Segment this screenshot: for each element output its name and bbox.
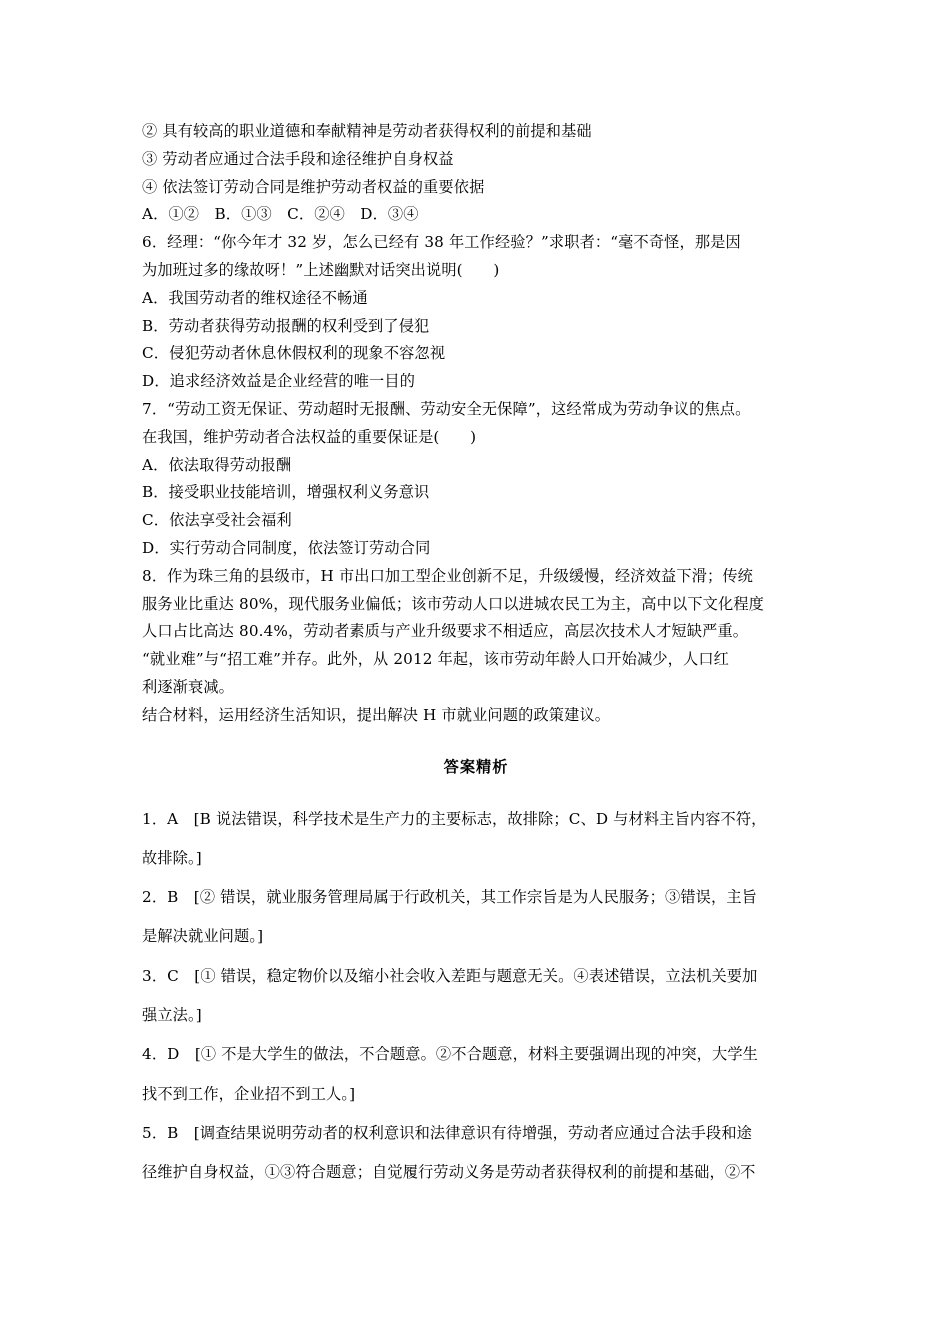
question-line: D．追求经济效益是企业经营的唯一目的 — [142, 372, 416, 391]
question-line: A．①② B．①③ C．②④ D．③④ — [142, 205, 419, 224]
questions-section — [142, 118, 810, 730]
question-line: 服务业比重达 80%，现代服务业偏低；该市劳动人口以进城农民工为主，高中以下文化程度 — [142, 594, 765, 613]
answer-line: 故排除。] — [142, 848, 202, 867]
answer-line: 径维护自身权益，①③符合题意；自觉履行劳动义务是劳动者获得权利的前提和基础，②不 — [142, 1163, 756, 1182]
answer-line: 强立法。] — [142, 1006, 202, 1025]
answers-heading: 答案精析 — [443, 757, 509, 776]
question-line: ④ 依法签订劳动合同是维护劳动者权益的重要依据 — [142, 177, 485, 196]
answer-line: 是解决就业问题。] — [142, 927, 264, 946]
question-line: A．我国劳动者的维权途径不畅通 — [142, 288, 368, 307]
document-page — [142, 118, 810, 1193]
question-line: ③ 劳动者应通过合法手段和途径维护自身权益 — [142, 149, 454, 168]
answer-line: 1．A [B 说法错误，科学技术是生产力的主要标志，故排除；C、D 与材料主旨内容不符， — [142, 809, 767, 828]
question-line: 6．经理：“你今年才 32 岁，怎么已经有 38 年工作经验？”求职者：“毫不奇怪，那是因 — [142, 233, 741, 252]
question-line: 8．作为珠三角的县级市，H 市出口加工型企业创新不足，升级缓慢，经济效益下滑；传统 — [142, 566, 754, 585]
question-line: “就业难”与“招工难”并存。此外，从 2012 年起，该市劳动年龄人口开始减少，人口红 — [142, 650, 730, 669]
question-line: D．实行劳动合同制度，依法签订劳动合同 — [142, 538, 431, 557]
question-line: C．依法享受社会福利 — [142, 511, 292, 530]
question-line: 结合材料，运用经济生活知识，提出解决 H 市就业问题的政策建议。 — [142, 705, 611, 724]
question-line: 利逐渐衰减。 — [142, 677, 235, 696]
answer-line: 找不到工作，企业招不到工人。] — [142, 1084, 356, 1103]
question-line: ② 具有较高的职业道德和奉献精神是劳动者获得权利的前提和基础 — [142, 122, 592, 140]
answer-line: 4．D [① 不是大学生的做法，不合题意。②不合题意，材料主要强调出现的冲突，大学生 — [142, 1045, 759, 1064]
question-line: B．劳动者获得劳动报酬的权利受到了侵犯 — [142, 316, 430, 335]
question-line: B．接受职业技能培训，增强权利义务意识 — [142, 483, 430, 502]
question-line: A．依法取得劳动报酬 — [142, 455, 292, 474]
question-line: 为加班过多的缘故呀！”上述幽默对话突出说明( ) — [142, 260, 500, 279]
question-line: 7．“劳动工资无保证、劳动超时无报酬、劳动安全无保障”，这经常成为劳动争议的焦点。 — [142, 399, 751, 418]
question-line: 人口占比高达 80.4%，劳动者素质与产业升级要求不相适应，高层次技术人才短缺严重。 — [142, 622, 749, 641]
answer-line: 3．C [① 错误，稳定物价以及缩小社会收入差距与题意无关。④表述错误，立法机关要加 — [142, 966, 758, 985]
question-line: 在我国，维护劳动者合法权益的重要保证是( ) — [142, 427, 477, 446]
question-line: C．侵犯劳动者休息休假权利的现象不容忽视 — [142, 344, 446, 363]
answer-line: 5．B [调查结果说明劳动者的权利意识和法律意识有待增强，劳动者应通过合法手段和途 — [142, 1123, 753, 1142]
answer-line: 2．B [② 错误，就业服务管理局属于行政机关，其工作宗旨是为人民服务；③错误，主旨 — [142, 888, 758, 907]
answers-section — [142, 800, 810, 1193]
